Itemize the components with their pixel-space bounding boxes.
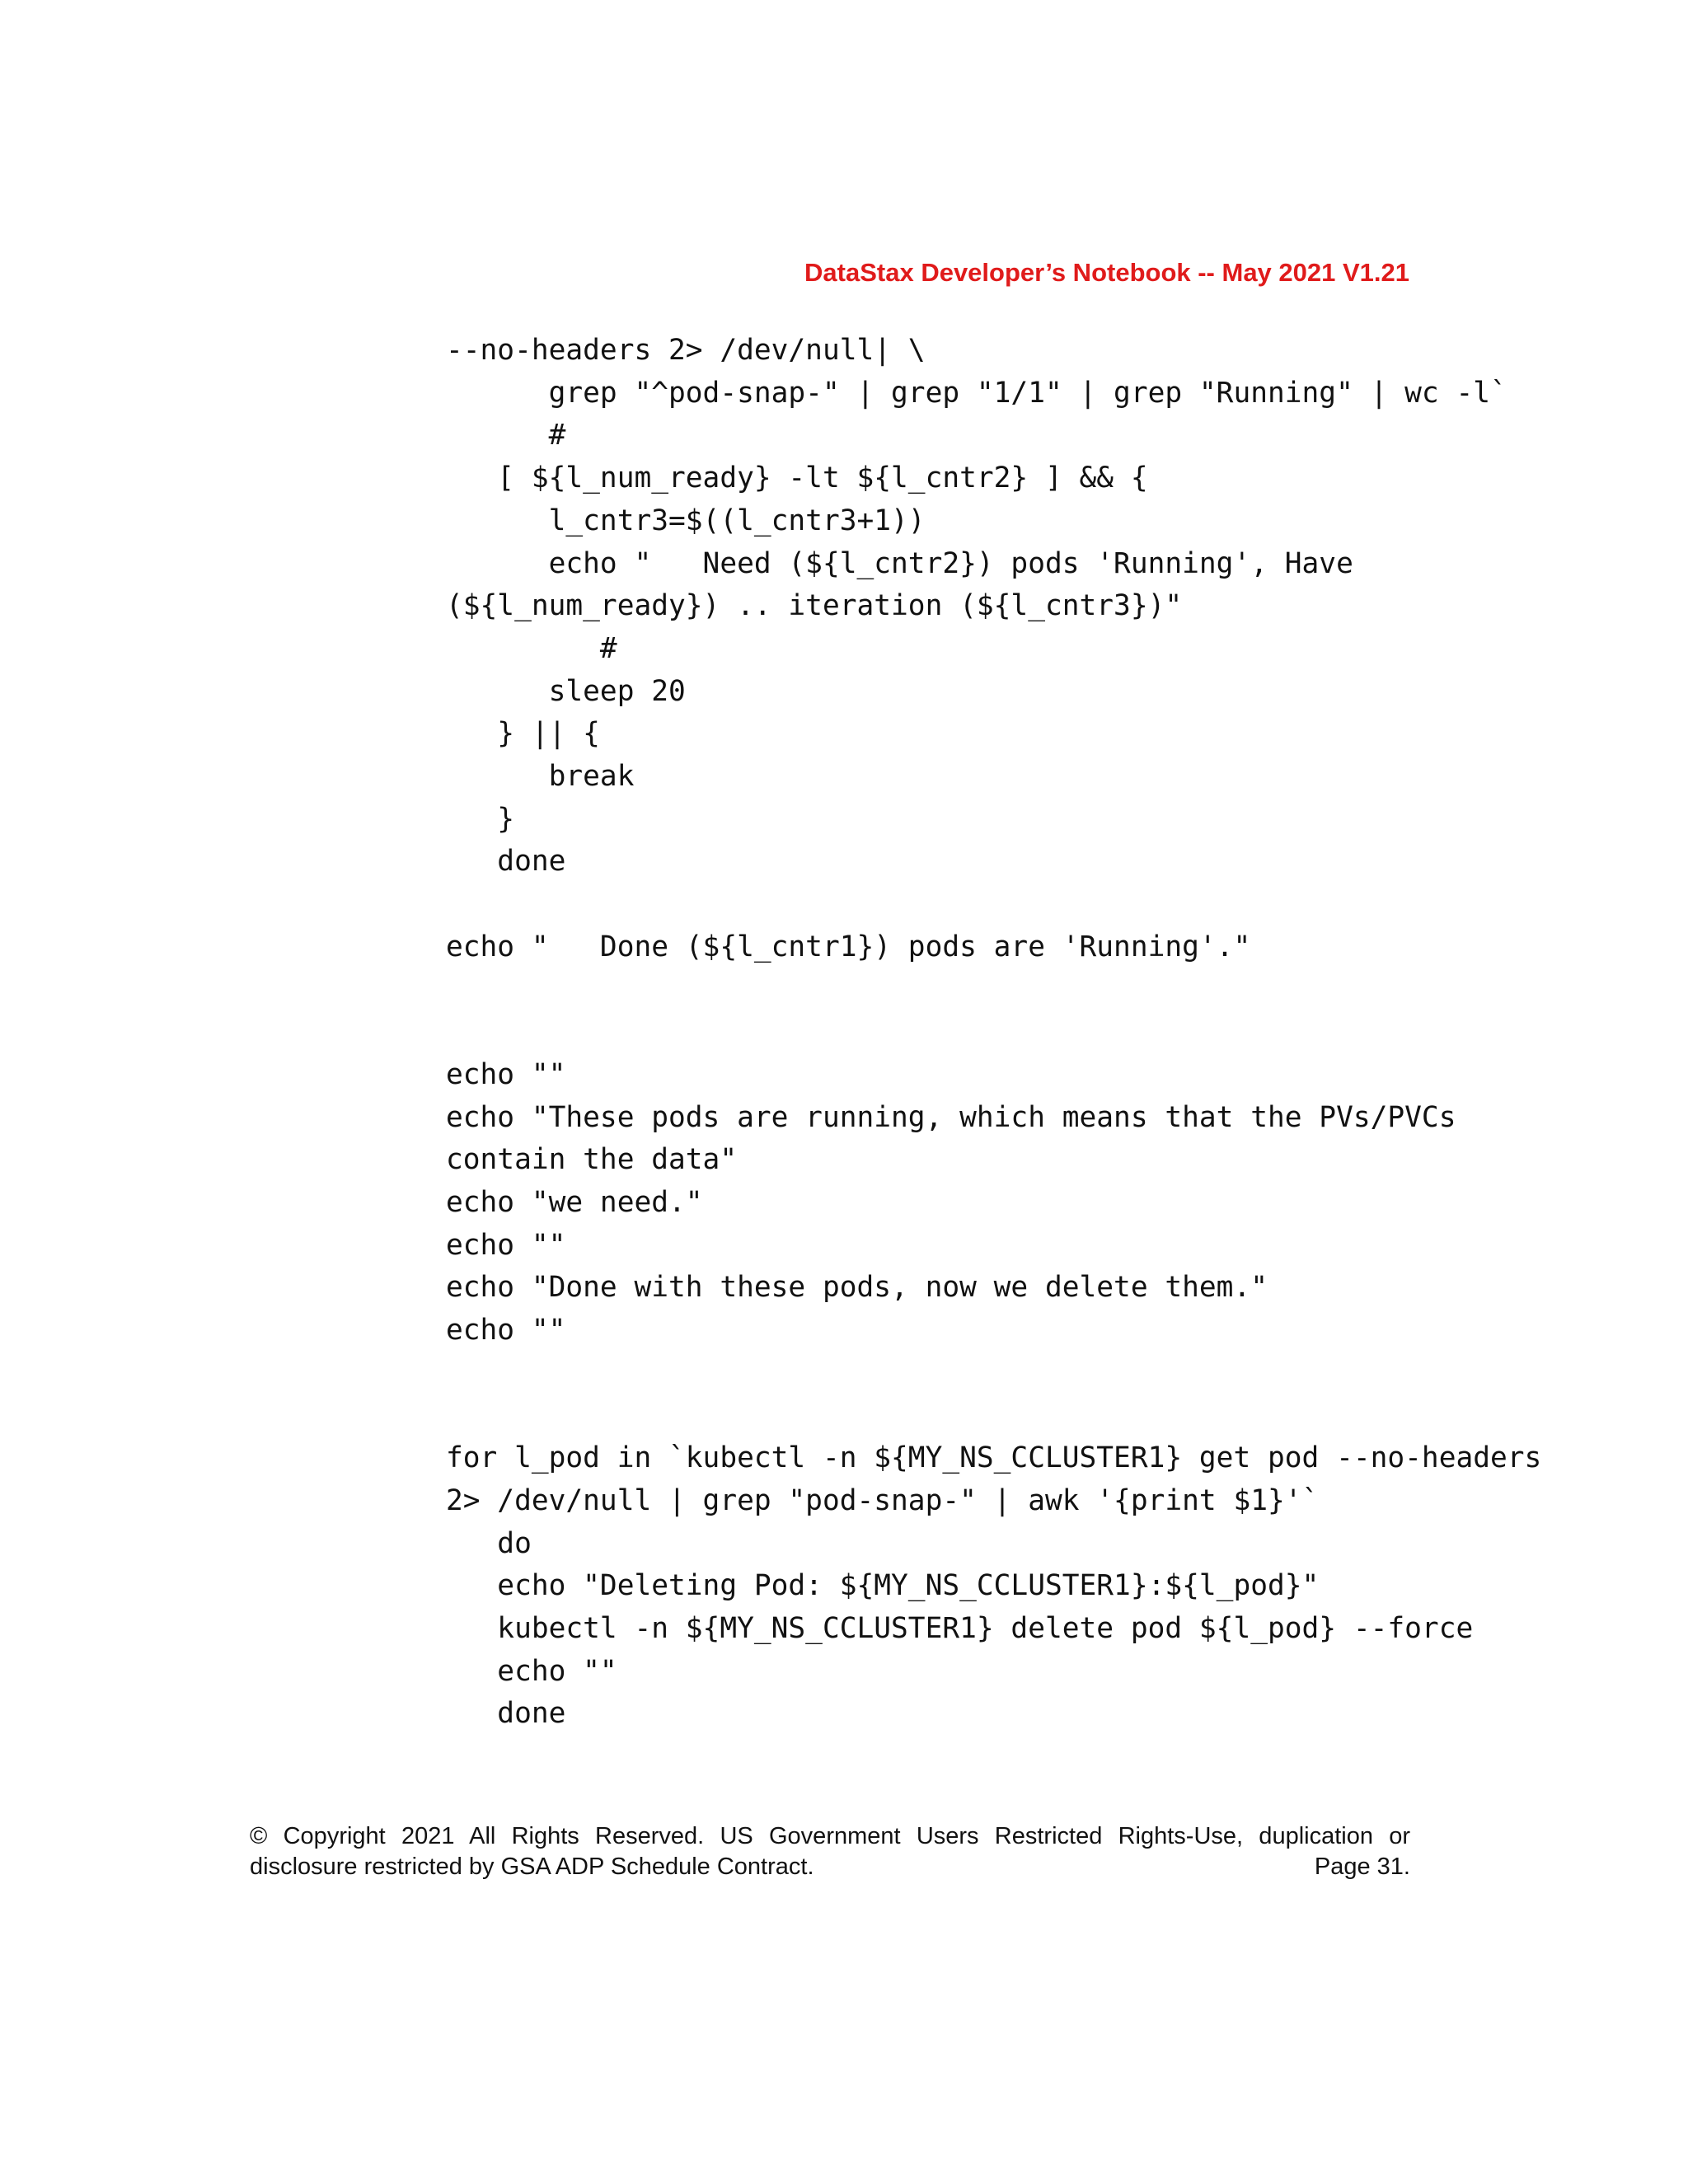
code-line: break bbox=[446, 760, 635, 794]
code-line bbox=[446, 1352, 1435, 1395]
copyright-notice: © Copyright 2021 All Rights Reserved. US Government Users Restricted Rights-Use, duplication or bbox=[250, 1823, 1410, 1849]
code-line: 2> /dev/null | grep "pod-snap-" | awk '{print $1}'` bbox=[446, 1483, 1320, 1517]
code-line: --no-headers 2> /dev/null| \ bbox=[446, 334, 926, 367]
code-line: grep "^pod-snap-" | grep "1/1" | grep "Running" | wc -l` bbox=[446, 376, 1507, 410]
code-line: echo "" bbox=[446, 1654, 617, 1688]
code-line: kubectl -n ${MY_NS_CCLUSTER1} delete pod ${l_pod} --force bbox=[446, 1612, 1474, 1646]
page-header-title: DataStax Developer’s Notebook -- May 2021 V1.21 bbox=[804, 258, 1409, 287]
code-line: echo "Deleting Pod: ${MY_NS_CCLUSTER1}:${l_pod}" bbox=[446, 1569, 1320, 1603]
code-line bbox=[446, 883, 1435, 926]
code-line bbox=[446, 969, 1435, 1012]
code-line: l_cntr3=$((l_cntr3+1)) bbox=[446, 504, 926, 537]
code-line bbox=[446, 1011, 1435, 1054]
code-line: echo "we need." bbox=[446, 1186, 703, 1220]
page-footer bbox=[250, 1821, 1410, 1882]
code-line: echo "" bbox=[446, 1228, 566, 1262]
page-number: Page 31. bbox=[1314, 1854, 1410, 1880]
code-line: } || { bbox=[446, 717, 600, 751]
code-line: echo "" bbox=[446, 1314, 566, 1347]
code-line: } bbox=[446, 802, 515, 836]
code-line: # bbox=[446, 631, 617, 665]
code-line: for l_pod in `kubectl -n ${MY_NS_CCLUSTER1} get pod --no-headers bbox=[446, 1441, 1542, 1475]
code-listing bbox=[446, 330, 1542, 1736]
code-line: do bbox=[446, 1526, 532, 1560]
code-line: (${l_num_ready}) .. iteration (${l_cntr3})" bbox=[446, 589, 1183, 623]
code-line: contain the data" bbox=[446, 1143, 738, 1177]
footer-line-2 bbox=[250, 1852, 1410, 1882]
code-line: # bbox=[446, 419, 566, 452]
code-line: done bbox=[446, 845, 566, 879]
code-line: echo " Done (${l_cntr1}) pods are 'Running'." bbox=[446, 930, 1251, 963]
code-line: echo "Done with these pods, now we delete them." bbox=[446, 1271, 1268, 1305]
code-line: [ ${l_num_ready} -lt ${l_cntr2} ] && { bbox=[446, 462, 1148, 495]
code-line: echo "These pods are running, which means that the PVs/PVCs bbox=[446, 1100, 1456, 1134]
code-line: echo "" bbox=[446, 1057, 566, 1091]
contract-notice: disclosure restricted by GSA ADP Schedule Contract. bbox=[250, 1854, 814, 1880]
code-line: echo " Need (${l_cntr2}) pods 'Running', Have bbox=[446, 546, 1353, 580]
code-line bbox=[446, 1395, 1435, 1438]
code-line: sleep 20 bbox=[446, 674, 686, 708]
code-line: done bbox=[446, 1697, 566, 1731]
